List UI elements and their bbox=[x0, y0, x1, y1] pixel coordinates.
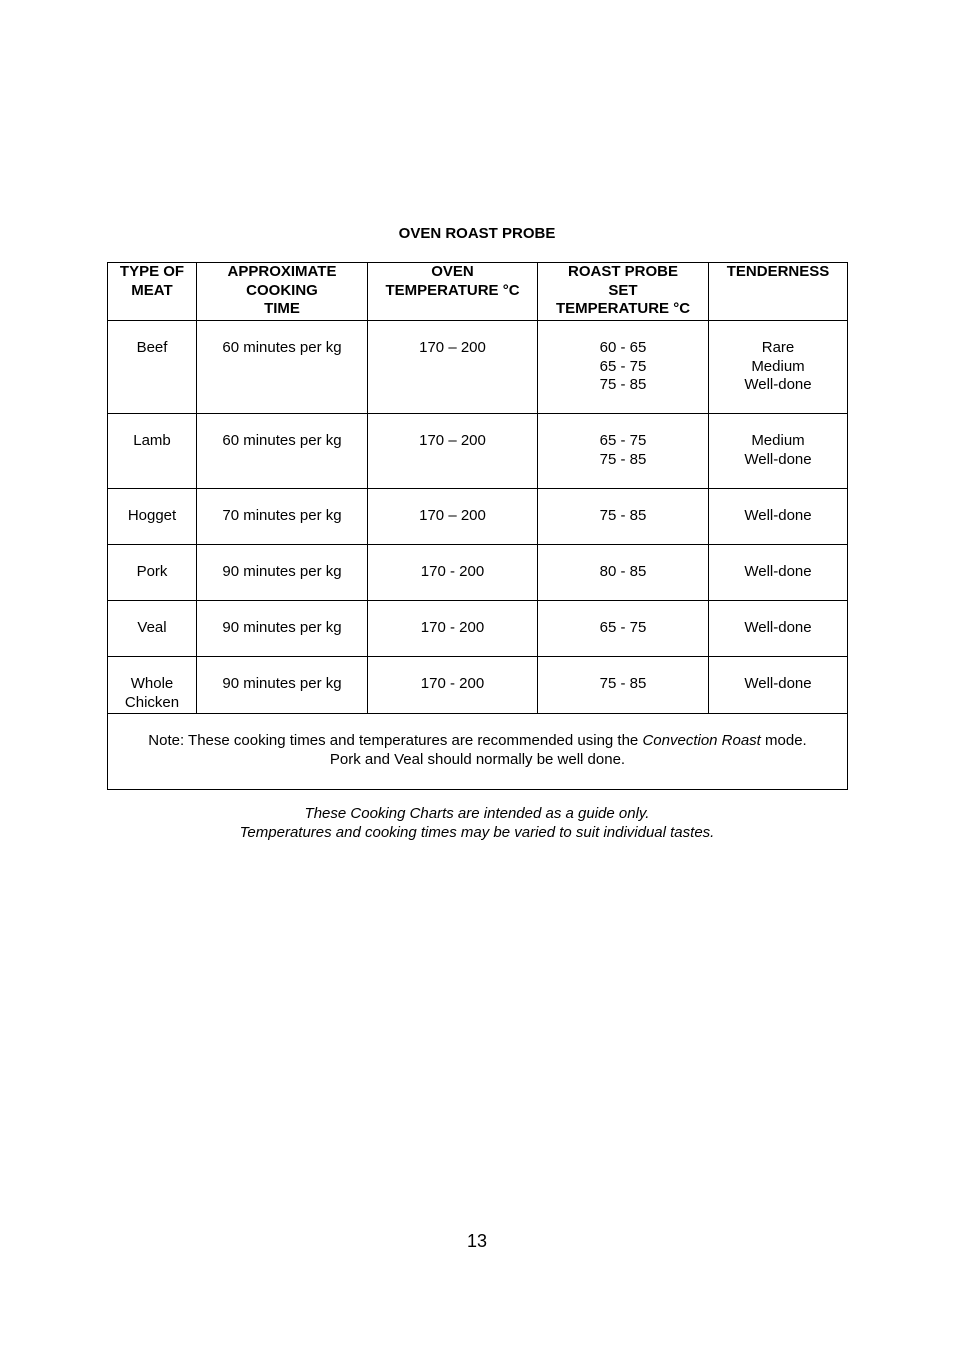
cell-probe-temp: 65 - 75 75 - 85 bbox=[538, 414, 709, 489]
cell-meat: Whole Chicken bbox=[108, 657, 197, 714]
table-row bbox=[108, 657, 848, 714]
note-text-after: mode. bbox=[760, 732, 807, 749]
table-note-row bbox=[108, 714, 848, 790]
cell-oven-temp: 170 – 200 bbox=[368, 414, 538, 489]
table-row bbox=[108, 601, 848, 657]
cell-meat: Beef bbox=[108, 321, 197, 414]
header-probe-temperature: ROAST PROBE SET TEMPERATURE °C bbox=[538, 263, 709, 321]
guide-note bbox=[0, 805, 954, 842]
note-line-1 bbox=[112, 732, 843, 751]
table-note bbox=[108, 714, 848, 790]
cell-probe-temp: 75 - 85 bbox=[538, 657, 709, 714]
page-number: 13 bbox=[466, 1231, 488, 1251]
cell-oven-temp: 170 - 200 bbox=[368, 657, 538, 714]
note-line-2: Pork and Veal should normally be well done. bbox=[329, 750, 626, 768]
cell-oven-temp: 170 - 200 bbox=[368, 601, 538, 657]
chart-title: OVEN ROAST PROBE bbox=[398, 225, 556, 242]
cell-oven-temp: 170 – 200 bbox=[368, 321, 538, 414]
header-cooking-time: APPROXIMATE COOKING TIME bbox=[197, 263, 368, 321]
cell-tenderness: Medium Well-done bbox=[709, 414, 848, 489]
cell-meat: Veal bbox=[108, 601, 197, 657]
header-oven-temperature: OVEN TEMPERATURE °C bbox=[368, 263, 538, 321]
cell-probe-temp: 65 - 75 bbox=[538, 601, 709, 657]
cell-time: 90 minutes per kg bbox=[197, 601, 368, 657]
table-row bbox=[108, 321, 848, 414]
cell-tenderness: Well-done bbox=[709, 545, 848, 601]
cell-probe-temp: 60 - 65 65 - 75 75 - 85 bbox=[538, 321, 709, 414]
cell-tenderness: Well-done bbox=[709, 657, 848, 714]
table-row bbox=[108, 414, 848, 489]
cell-tenderness: Well-done bbox=[709, 489, 848, 545]
cell-probe-temp: 75 - 85 bbox=[538, 489, 709, 545]
cell-time: 90 minutes per kg bbox=[197, 545, 368, 601]
cell-meat: Hogget bbox=[108, 489, 197, 545]
cell-time: 60 minutes per kg bbox=[197, 414, 368, 489]
cell-tenderness: Well-done bbox=[709, 601, 848, 657]
cell-probe-temp: 80 - 85 bbox=[538, 545, 709, 601]
guide-line-2: Temperatures and cooking times may be varied to suit individual tastes. bbox=[239, 823, 715, 841]
guide-line-1: These Cooking Charts are intended as a guide only. bbox=[304, 805, 650, 822]
header-tenderness: TENDERNESS bbox=[709, 263, 848, 321]
roast-probe-table bbox=[107, 262, 848, 790]
table-header-row bbox=[108, 263, 848, 321]
cell-time: 60 minutes per kg bbox=[197, 321, 368, 414]
note-text-before: Note: These cooking times and temperatures are recommended using the bbox=[148, 732, 643, 749]
note-mode: Convection Roast bbox=[642, 732, 761, 749]
cell-oven-temp: 170 – 200 bbox=[368, 489, 538, 545]
header-type-of-meat: TYPE OF MEAT bbox=[108, 263, 197, 321]
table-row bbox=[108, 545, 848, 601]
cell-tenderness: Rare Medium Well-done bbox=[709, 321, 848, 414]
cell-meat: Lamb bbox=[108, 414, 197, 489]
cell-time: 70 minutes per kg bbox=[197, 489, 368, 545]
cell-oven-temp: 170 - 200 bbox=[368, 545, 538, 601]
cell-meat: Pork bbox=[108, 545, 197, 601]
table-row bbox=[108, 489, 848, 545]
cell-time: 90 minutes per kg bbox=[197, 657, 368, 714]
